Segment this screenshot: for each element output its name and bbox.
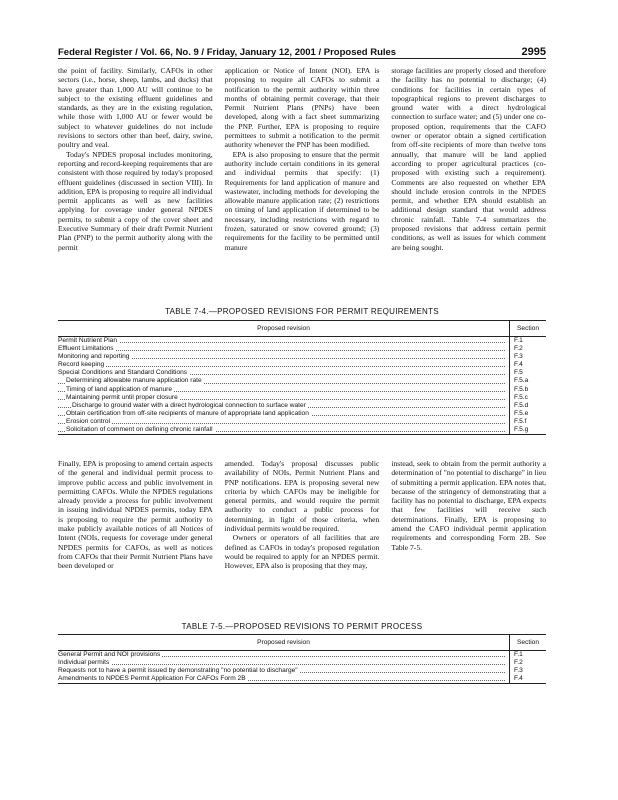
revision-cell xyxy=(58,675,510,684)
text-column-2 xyxy=(225,66,380,302)
paragraph: the point of facility. Similarly, CAFOs in other sectors (i.e., horse, sheep, lambs, and ducks) that have greater than 1,000 AU will continue to be subject to the existing effluent guidelines and standards, as they are in the existing regulation, while those with 1,000 AU or fewer would be subject to whatever guidelines do not include revisions to sectors other than beef, dairy, swine, poultry and veal. xyxy=(58,66,213,150)
table-row xyxy=(58,410,546,418)
table-row xyxy=(58,369,546,377)
section-cell: F.3 xyxy=(514,353,523,361)
section-cell: F.5 xyxy=(514,369,523,377)
revision-label: Effluent Limitations xyxy=(58,345,114,353)
table-row xyxy=(58,651,546,660)
table-7-5 xyxy=(58,634,546,684)
table-row xyxy=(58,345,546,353)
revision-cell xyxy=(58,386,510,394)
revision-cell xyxy=(58,651,510,660)
column-header-section: Section xyxy=(510,321,547,337)
top-text-columns xyxy=(58,66,546,302)
paragraph: storage facilities are properly closed and therefore the facility has no potential to discharge; (4) conditions for facilities in certain types of topographical regions to prevent discharges to ground water with a direct hydrological connection to surface water; and (5) under one co-proposed option, requirements that the CAFO owner or operator obtain a signed certification from off-site recipients of more than twelve tons annually, that manure will be land applied according to proper agricultural practices (co-proposed with existing such a requirement). Comments are also requested on whether EPA should include erosion controls in the NPDES permit, and whether EPA should establish an additional design standard that would address chronic rainfall. Table 7-4 summarizes the proposed revisions that address certain permit conditions, as well as issues for which comment are being sought. xyxy=(391,66,546,252)
revision-label: Maintaining permit until proper closure xyxy=(66,393,178,401)
table-row xyxy=(58,402,546,410)
revision-cell xyxy=(58,394,510,402)
table-row xyxy=(58,337,546,346)
text-column-1 xyxy=(58,459,213,617)
revision-label: Permit Nutrient Plan xyxy=(58,337,117,344)
revision-cell xyxy=(58,659,510,667)
section-cell: F.5.d xyxy=(514,401,529,409)
table-row xyxy=(58,675,546,684)
revision-label: Record keeping xyxy=(58,361,105,369)
revision-label: Determining allowable manure application rate xyxy=(66,377,202,385)
revision-label: General Permit and NOI provisions xyxy=(58,651,161,658)
dot-leader xyxy=(58,423,505,424)
table-7-4 xyxy=(58,320,546,435)
table-row xyxy=(58,659,546,667)
revision-label: Individual permits xyxy=(58,659,110,667)
dot-leader xyxy=(58,350,505,351)
revision-label: Special Conditions and Standard Conditions xyxy=(58,369,188,377)
dot-leader xyxy=(58,664,505,665)
revision-label: Monitoring and reporting xyxy=(58,353,130,361)
section-cell: F.5.c xyxy=(514,393,528,401)
revision-cell xyxy=(58,369,510,377)
section-cell: F.5.e xyxy=(514,409,529,417)
paragraph: EPA is also proposing to ensure that the permit authority include certain conditions in its general and individual permits that specify: (1) Requirements for land application of manure and wastewater, including methods for developing the allowable manure application rate; (2) restrictions on timing of land application if determined to be necessary, including restrictions with regard to frozen, saturated or snow covered ground; (3) requirements for the facility to be permitted until manure xyxy=(224,149,380,252)
dot-leader xyxy=(58,366,505,367)
text-column-2 xyxy=(225,459,380,617)
revision-label: Discharge to ground water with a direct hydrological connection to surface water xyxy=(72,401,306,409)
paragraph: Finally, EPA is proposing to amend certain aspects of the general and individual permit process to improve public access and public involvement in permitting CAFOs. While the NPDES regulations already provide a process for public involvement in issuing individual NPDES permits, today EPA is proposing to require the permit authority to make publicly available notices of all Notices of Intent (NOIs, requests for coverage under general NPDES permits for CAFOs, as well as notices from CAFOs that their Permit Nutrient Plans have been developed or xyxy=(58,459,213,571)
section-cell: F.3 xyxy=(514,667,523,675)
revision-label: Amendments to NPDES Permit Application For CAFOs Form 2B xyxy=(58,675,246,683)
running-title: Federal Register / Vol. 66, No. 9 / Friday, January 12, 2001 / Proposed Rules xyxy=(58,47,397,58)
text-column-3 xyxy=(391,66,546,302)
column-header-revision: Proposed revision xyxy=(58,635,510,651)
column-header-section: Section xyxy=(510,635,547,651)
revision-label: Obtain certification from off-site recipients of manure of appropriate land application xyxy=(66,409,309,417)
section-cell: F.5.b xyxy=(514,385,529,393)
section-cell: F.1 xyxy=(514,337,523,344)
section-cell: F.4 xyxy=(514,361,523,369)
column-header-revision: Proposed revision xyxy=(58,321,510,337)
section-cell: F.5.g xyxy=(510,426,547,435)
section-cell: F.5.f xyxy=(514,417,527,425)
revision-cell xyxy=(58,426,510,435)
table-row xyxy=(58,386,546,394)
dot-leader xyxy=(58,342,505,343)
revision-cell xyxy=(58,361,510,369)
table-row xyxy=(58,667,546,675)
paragraph: amended. Today's proposal discusses public availability of NOIs, Permit Nutrient Plans and PNP notifications. EPA is proposing several new criteria by which CAFOs may be ineligible for general permits, and would require the permit authority to conduct a public process for determining, in light of those criteria, when individual permits would be required. xyxy=(224,459,380,534)
revision-cell xyxy=(58,345,510,353)
section-cell: F.1 xyxy=(514,651,523,658)
table-7-5-title: TABLE 7-5.—PROPOSED REVISIONS TO PERMIT PROCESS xyxy=(181,622,423,631)
table-row xyxy=(58,426,546,435)
table-row xyxy=(58,353,546,361)
paragraph: Today's NPDES proposal includes monitoring, reporting and record-keeping requirements that are consistent with those required by today's proposed effluent guidelines (discussed in section VIII). In addition, EPA is proposing to require all individual permit applicants as well as new facilities applying for coverage under general NPDES permits, to submit a copy of the cover sheet and Executive Summary of their draft Permit Nutrient Plan (PNP) to the permit authority along with the permit xyxy=(58,149,213,252)
paragraph: instead, seek to obtain from the permit authority a determination of "no potential to discharge" in lieu of submitting a permit application. EPA notes that, because of the stringency of demonstrating that a facility has no potential to discharge, EPA expects that few facilities will receive such determinations. Finally, EPA is proposing to amend the CAFO individual permit application requirements and corresponding Form 2B. See Table 7-5. xyxy=(391,459,546,552)
text-column-1 xyxy=(58,66,213,302)
table-row xyxy=(58,377,546,385)
revision-cell xyxy=(58,402,510,410)
paragraph: application or Notice of Intent (NOI). EPA is proposing to require all CAFOs to submit a notification to the permit authority within three months of obtaining permit coverage, that their Permit Nutrient Plans (PNPs) have been developed, along with a fact sheet summarizing the PNP. Further, EPA is proposing to require permittees to submit a notification to the permit authority whenever the PNP has been modified. xyxy=(224,66,380,150)
table-row xyxy=(58,361,546,369)
page-header xyxy=(58,40,546,59)
revision-cell xyxy=(58,353,510,361)
section-cell: F.2 xyxy=(514,659,523,667)
section-cell: F.4 xyxy=(510,675,547,684)
revision-cell xyxy=(58,410,510,418)
revision-cell xyxy=(58,418,510,426)
paragraph: Owners or operators of all facilities that are defined as CAFOs in today's proposed regulation would be required to apply for an NPDES permit. However, EPA also is proposing that they may, xyxy=(224,533,380,571)
table-7-4-title: TABLE 7-4.—PROPOSED REVISIONS FOR PERMIT REQUIREMENTS xyxy=(165,307,439,316)
section-cell: F.5.a xyxy=(514,377,529,385)
table-7-5-body xyxy=(58,651,546,684)
revision-cell xyxy=(58,667,510,675)
page-number: 2995 xyxy=(521,46,546,58)
revision-cell xyxy=(58,337,510,346)
section-cell: F.2 xyxy=(514,345,523,353)
table-row xyxy=(58,394,546,402)
revision-cell xyxy=(58,377,510,385)
text-column-3 xyxy=(391,459,546,617)
middle-text-columns xyxy=(58,459,546,617)
revision-label: Solicitation of comment on defining chronic rainfall xyxy=(66,426,213,434)
revision-label: Timing of land application of manure xyxy=(66,385,173,393)
revision-label: Erosion control xyxy=(66,417,110,425)
table-row xyxy=(58,418,546,426)
revision-label: Requests not to have a permit issued by demonstrating "no potential to discharge" xyxy=(58,667,298,675)
table-7-4-body xyxy=(58,337,546,435)
